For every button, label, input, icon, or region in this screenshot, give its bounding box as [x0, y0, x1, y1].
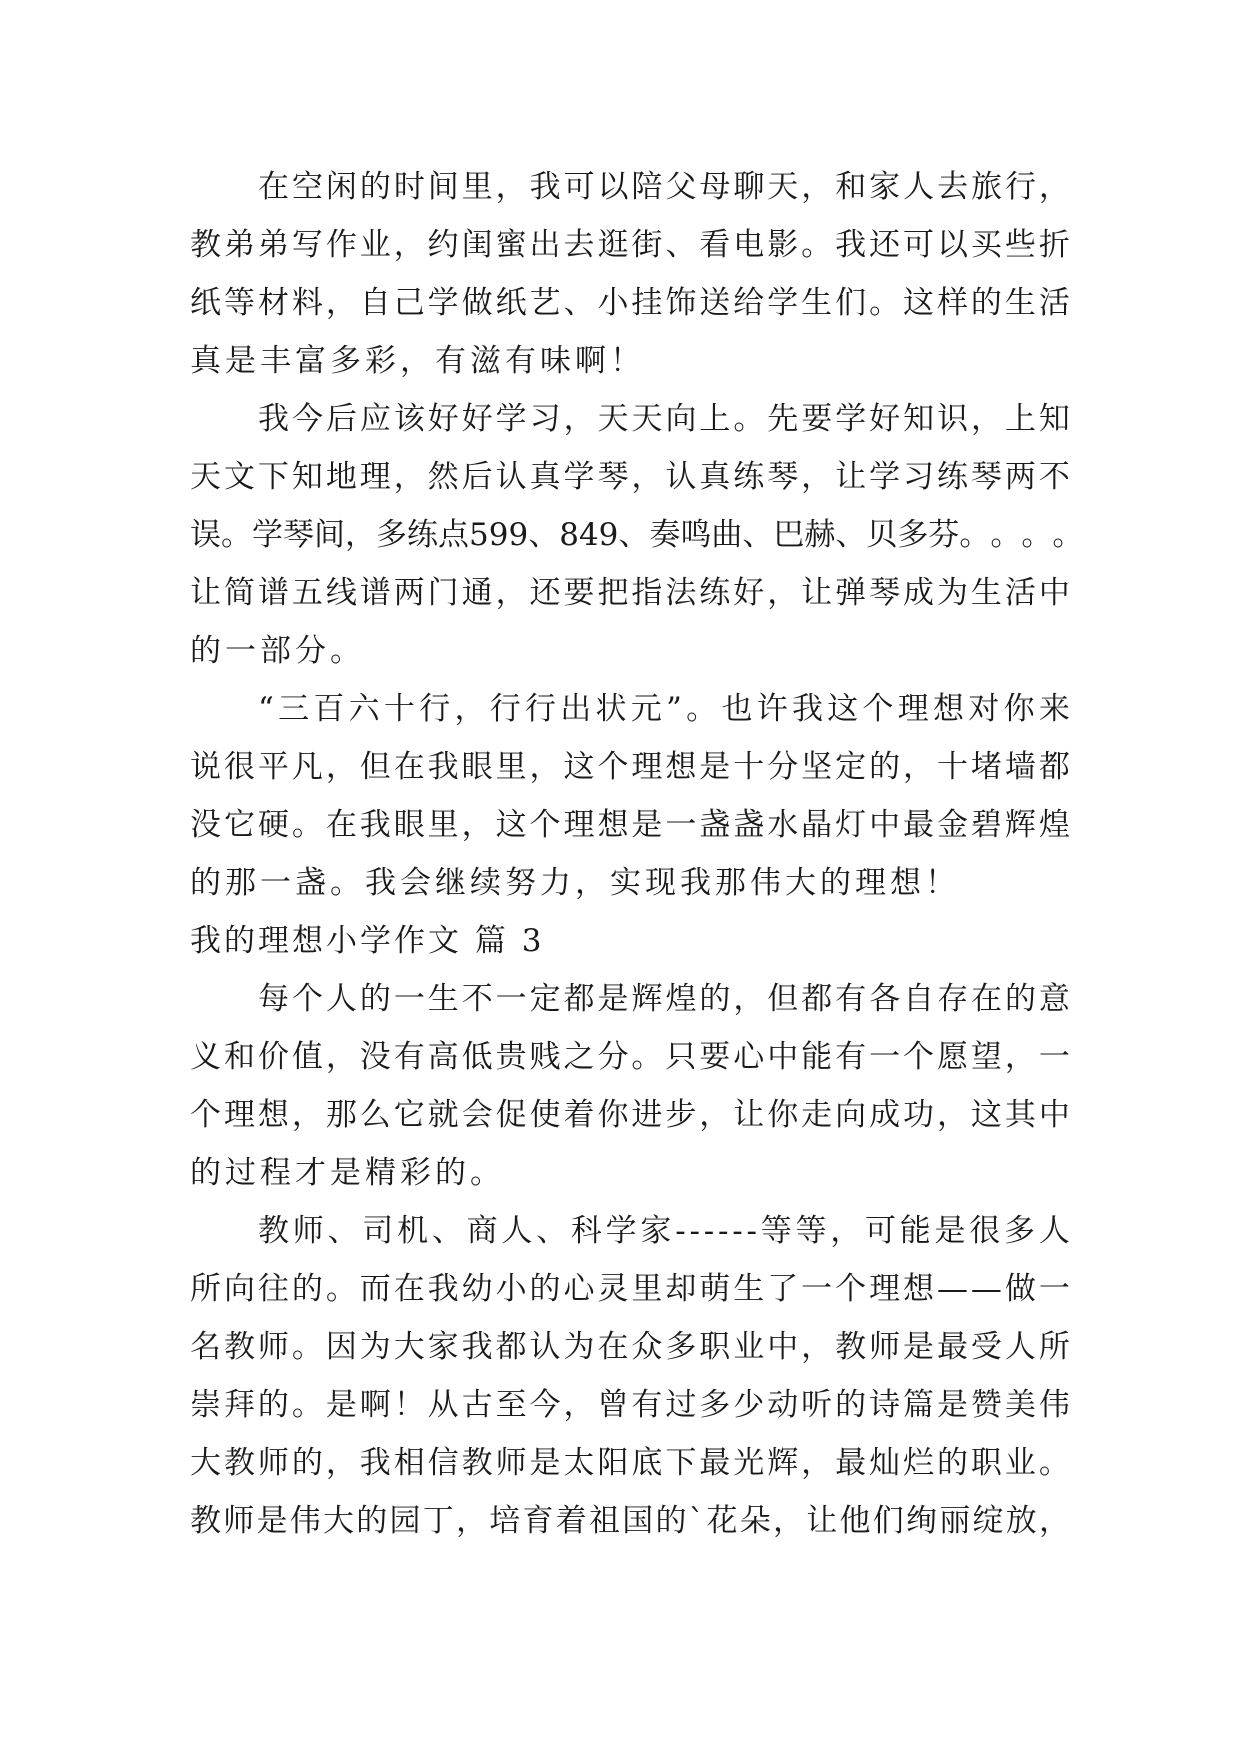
text-line: 所 向 往 的 。 而 在 我 幼 小 的 心 灵 里 却 萌 生 了 一 个 理 想 — — 做 一 — [190, 1271, 1070, 1307]
paragraph — [190, 1202, 1070, 1550]
text-line: 教 师 是 伟 大 的 园 丁 ， 培 育 着 祖 国 的 ` 花 朵 ， 让 他 们 绚 丽 绽 放 ， — [190, 1503, 1070, 1539]
section-heading: 我的理想小学作文 篇 3 — [190, 923, 545, 959]
text-line: 我 今 后 应 该 好 好 学 习 ， 天 天 向 上 。 先 要 学 好 知 识 ， 上 知 — [258, 401, 1070, 437]
text-line: 的那一盏。我会继续努力，实现我那伟大的理想！ — [190, 865, 960, 901]
text-line: 说 很 平 凡 ， 但 在 我 眼 里 ， 这 个 理 想 是 十 分 坚 定 的 ， 十 堵 墙 都 — [190, 749, 1070, 785]
text-line: 教 弟 弟 写 作 业 ， 约 闺 蜜 出 去 逛 街 、 看 电 影 。 我 还 可 以 买 些 折 — [190, 227, 1070, 263]
text-line: “ 三 百 六 十 行 ， 行 行 出 状 元 ” 。 也 许 我 这 个 理 想 对 你 来 — [258, 691, 1070, 727]
text-line: 教 师 、 司 机 、 商 人 、 科 学 家 - - - - - - 等 等 ， 可 能 是 很 多 人 — [258, 1213, 1070, 1249]
text-line: 没 它 硬 。 在 我 眼 里 ， 这 个 理 想 是 一 盏 盏 水 晶 灯 中 最 金 碧 辉 煌 — [190, 807, 1070, 843]
text-line: 名 教 师 。 因 为 大 家 我 都 认 为 在 众 多 职 业 中 ， 教 师 是 最 受 人 所 — [190, 1329, 1070, 1365]
text-line: 的过程才是精彩的。 — [190, 1155, 505, 1191]
text-line: 每 个 人 的 一 生 不 一 定 都 是 辉 煌 的 ， 但 都 有 各 自 存 在 的 意 — [258, 981, 1070, 1017]
text-line: 让 简 谱 五 线 谱 两 门 通 ， 还 要 把 指 法 练 好 ， 让 弹 琴 成 为 生 活 中 — [190, 575, 1070, 611]
text-line: 的一部分。 — [190, 633, 365, 669]
text-line: 在 空 闲 的 时 间 里 ， 我 可 以 陪 父 母 聊 天 ， 和 家 人 去 旅 行 ， — [258, 169, 1070, 205]
text-line: 天 文 下 知 地 理 ， 然 后 认 真 学 琴 ， 认 真 练 琴 ， 让 学 习 练 琴 两 不 — [190, 459, 1070, 495]
paragraph — [190, 680, 1070, 912]
paragraph — [190, 970, 1070, 1202]
text-line: 崇 拜 的 。 是 啊 ！ 从 古 至 今 ， 曾 有 过 多 少 动 听 的 诗 篇 是 赞 美 伟 — [190, 1387, 1070, 1423]
document-body — [190, 158, 1084, 1550]
paragraph — [190, 158, 1070, 390]
text-line: 大 教 师 的 ， 我 相 信 教 师 是 太 阳 底 下 最 光 辉 ， 最 灿 烂 的 职 业 。 — [190, 1445, 1070, 1481]
text-line: 误 。 学 琴 间 ， 多 练 点 5 9 9 、 8 4 9 、 奏 鸣 曲 、 巴 赫 、 贝 多 芬 。 。 。 。 — [190, 517, 1084, 553]
text-line: 纸 等 材 料 ， 自 己 学 做 纸 艺 、 小 挂 饰 送 给 学 生 们 。 这 样 的 生 活 — [190, 285, 1070, 321]
text-line: 义 和 价 值 ， 没 有 高 低 贵 贱 之 分 。 只 要 心 中 能 有 一 个 愿 望 ， 一 — [190, 1039, 1070, 1075]
text-line: 真是丰富多彩，有滋有味啊！ — [190, 343, 645, 379]
paragraph — [190, 390, 1084, 680]
text-line: 个 理 想 ， 那 么 它 就 会 促 使 着 你 进 步 ， 让 你 走 向 成 功 ， 这 其 中 — [190, 1097, 1070, 1133]
